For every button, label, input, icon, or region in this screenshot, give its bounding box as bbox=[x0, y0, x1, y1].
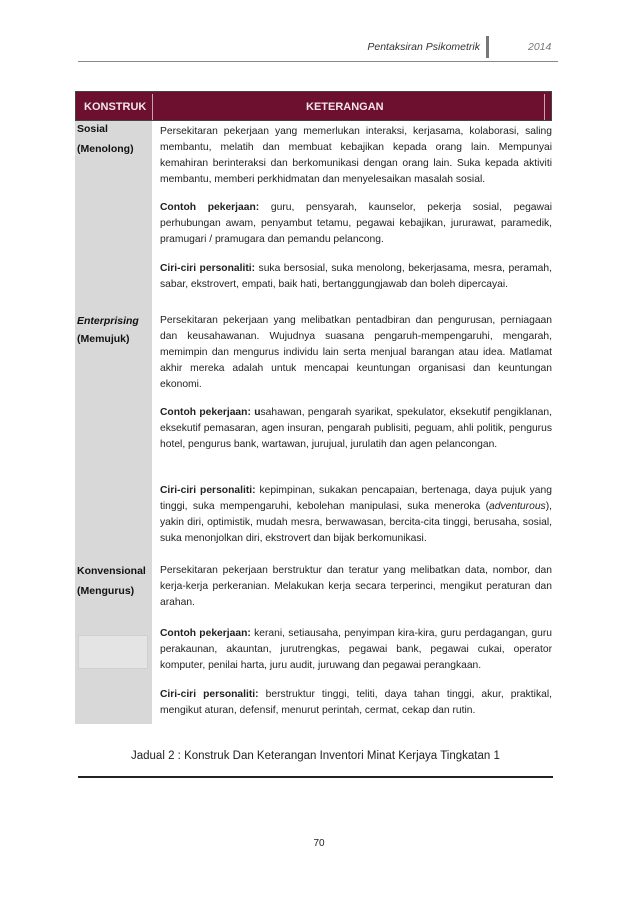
empty-cell-block bbox=[78, 635, 148, 669]
construct-name: Enterprising bbox=[77, 315, 139, 327]
personality-lead: Ciri-ciri personaliti: bbox=[160, 485, 256, 496]
example-jobs-lead: Contoh pekerjaan: bbox=[160, 628, 251, 639]
header-divider bbox=[486, 36, 489, 58]
construct-name: Sosial bbox=[77, 123, 108, 135]
personality-paragraph bbox=[160, 483, 552, 547]
description-text: Persekitaran pekerjaan berstruktur dan teratur yang melibatkan data, nombor, dan kerja-kerja perkeranian. Melakukan kerja secara terperinci, mengikut peraturan dan arahan. bbox=[160, 565, 552, 608]
construct-name: Konvensional bbox=[77, 565, 146, 577]
header-rule bbox=[78, 61, 558, 62]
personality-lead: Ciri-ciri personaliti: bbox=[160, 689, 259, 700]
header-cell-divider bbox=[152, 94, 153, 120]
description-paragraph bbox=[160, 124, 552, 188]
column-header-keterangan: KETERANGAN bbox=[306, 101, 384, 113]
column-header-konstruk: KONSTRUK bbox=[84, 101, 147, 113]
example-jobs-paragraph bbox=[160, 626, 552, 674]
personality-lead: Ciri-ciri personaliti: bbox=[160, 263, 256, 274]
construct-subtitle: (Menolong) bbox=[77, 143, 134, 155]
example-jobs-paragraph bbox=[160, 200, 552, 248]
example-jobs-text: guru, pensyarah, kaunselor, pekerja sosial, pegawai perhubungan awam, penyambut tetamu, pegawai kebajikan, jururawat, paramedik, pramugari / pramugara dan pemandu pelancong. bbox=[160, 202, 552, 245]
construct-subtitle: (Mengurus) bbox=[77, 585, 135, 597]
example-jobs-paragraph bbox=[160, 405, 552, 453]
personality-text: ), yakin diri, optimistik, mudah mesra, berwawasan, bercita-cita tinggi, berusaha, sosial, suka menonjolkan diri, ekstrovert dan bijak berkomunikasi. bbox=[160, 501, 552, 544]
running-header-title: Pentaksiran Psikometrik bbox=[367, 41, 480, 53]
personality-italic-term: adventurous bbox=[489, 501, 546, 512]
example-jobs-text: sahawan, pengarah syarikat, spekulator, eksekutif pengiklanan, eksekutif pemasaran, agen insuran, pengarah publisiti, peguam, ahli politik, pengurus hotel, pengurus bank, wartawan, jurujual, jurulatih dan agen pelancongan. bbox=[160, 407, 552, 450]
construct-subtitle: (Memujuk) bbox=[77, 333, 130, 345]
caption-rule bbox=[78, 776, 553, 778]
example-jobs-lead: Contoh pekerjaan: bbox=[160, 202, 260, 213]
personality-text: suka bersosial, suka menolong, bekerjasama, mesra, peramah, sabar, ekstrovert, empati, baik hati, bertanggungjawab dan boleh dipercayai. bbox=[160, 263, 552, 290]
personality-paragraph bbox=[160, 261, 552, 293]
table-caption: Jadual 2 : Konstruk Dan Keterangan Inventori Minat Kerjaya Tingkatan 1 bbox=[131, 750, 500, 762]
header-cell-divider bbox=[544, 94, 545, 120]
example-jobs-lead: Contoh pekerjaan: u bbox=[160, 407, 261, 418]
description-paragraph bbox=[160, 563, 552, 611]
construct-column bbox=[75, 121, 152, 724]
example-jobs-text: kerani, setiausaha, penyimpan kira-kira, guru perdagangan, guru perakaunan, akauntan, jurutrengkas, pegawai bank, pegawai cukai, operator komputer, penilai harta, juru audit, juruwang dan pegawai perangkaan. bbox=[160, 628, 552, 671]
description-text: Persekitaran pekerjaan yang melibatkan pentadbiran dan pengurusan, perniagaan dan keusahawanan. Wujudnya suasana pengaruh-mempengaruhi, mengarah, memimpin dan mengurus individu lain serta menjual barangan atau idea. Matlamat akhir mereka adalah untuk mencapai keuntungan organisasi dan keuntungan ekonomi. bbox=[160, 315, 552, 390]
page-number: 70 bbox=[313, 838, 325, 849]
description-paragraph bbox=[160, 313, 552, 393]
description-text: Persekitaran pekerjaan yang memerlukan interaksi, kerjasama, kolaborasi, saling membantu, melatih dan membuat kebajikan kepada orang lain. Mempunyai kemahiran berinteraksi dan berkomunikasi dengan orang lain. Suka kepada aktiviti membantu, memberi perkhidmatan dan menyelesaikan masalah sosial. bbox=[160, 126, 552, 185]
personality-paragraph bbox=[160, 687, 552, 719]
running-header-year: 2014 bbox=[528, 41, 552, 53]
personality-text: kepimpinan, sukakan pencapaian, bertenaga, daya pujuk yang tinggi, suka mempengaruhi, kebolehan manipulasi, suka meneroka ( bbox=[160, 485, 552, 512]
table-header-row bbox=[75, 91, 552, 121]
personality-text: berstruktur tinggi, teliti, daya tahan tinggi, akur, praktikal, mengikut aturan, defensif, menurut perintah, cermat, cekap dan rutin. bbox=[160, 689, 552, 716]
construct-table bbox=[75, 91, 552, 724]
